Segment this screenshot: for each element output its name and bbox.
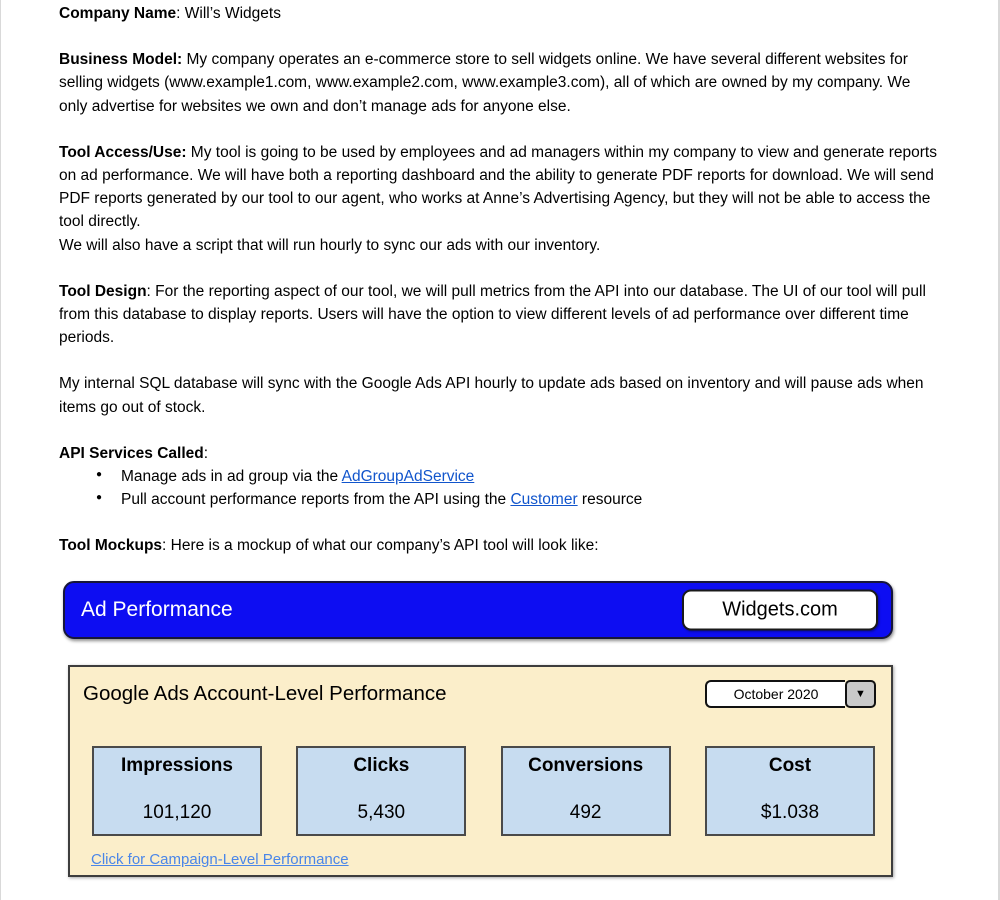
bullet-2-pre: Pull account performance reports from the API using the bbox=[121, 491, 511, 509]
tool-mockups-text: : Here is a mockup of what our company’s API tool will look like: bbox=[162, 537, 599, 555]
tool-mockups-label: Tool Mockups bbox=[59, 537, 163, 555]
bullet-icon: ● bbox=[96, 492, 103, 504]
metric-label: Impressions bbox=[121, 754, 233, 776]
panel-title: Google Ads Account-Level Performance bbox=[83, 681, 447, 705]
dropdown-arrow-button[interactable] bbox=[845, 680, 876, 708]
paragraph-tool-access bbox=[59, 141, 940, 257]
tool-design-text: : For the reporting aspect of our tool, we will pull metrics from the API into our database. The UI of our tool will pull from this database to display reports. Users will have the option to view different levels of ad performance over different time periods. bbox=[59, 282, 926, 347]
bullet-icon: ● bbox=[96, 469, 103, 481]
paragraph-api-services bbox=[59, 442, 940, 465]
api-services-colon: : bbox=[203, 444, 209, 462]
document-body bbox=[1, 0, 998, 877]
bullet-2-post: resource bbox=[577, 491, 643, 509]
account-performance-panel bbox=[68, 665, 893, 877]
metric-card-impressions bbox=[92, 746, 262, 836]
company-name-label: Company Name bbox=[59, 5, 177, 22]
paragraph-business-model bbox=[59, 48, 940, 118]
month-dropdown-value[interactable]: October 2020 bbox=[705, 680, 845, 708]
tool-access-text-line2: We will also have a script that will run hourly to sync our ads with our inventory. bbox=[59, 236, 601, 254]
metrics-row bbox=[92, 746, 875, 836]
tool-access-label: Tool Access/Use: bbox=[59, 143, 187, 161]
paragraph-tool-design bbox=[59, 280, 940, 350]
sql-sync-text: My internal SQL database will sync with the Google Ads API hourly to update ads based on inventory and will pause ads when items go out of stock. bbox=[59, 375, 924, 416]
mockup-title: Ad Performance bbox=[81, 597, 233, 621]
widgets-com-button[interactable]: Widgets.com bbox=[682, 589, 878, 630]
api-services-list bbox=[59, 465, 940, 511]
paragraph-tool-mockups bbox=[59, 534, 940, 557]
metric-value: $1.038 bbox=[760, 801, 820, 823]
api-services-label: API Services Called bbox=[59, 444, 204, 462]
metric-value: 492 bbox=[569, 801, 602, 823]
metric-card-conversions bbox=[501, 746, 671, 836]
metric-value: 5,430 bbox=[357, 801, 406, 823]
paragraph-company-name bbox=[59, 2, 940, 25]
metric-label: Clicks bbox=[353, 754, 410, 776]
adgroupadservice-link[interactable]: AdGroupAdService bbox=[341, 468, 475, 486]
list-item bbox=[59, 488, 940, 511]
business-model-label: Business Model: bbox=[59, 51, 183, 69]
metric-card-clicks bbox=[296, 746, 466, 836]
month-dropdown[interactable] bbox=[705, 680, 876, 708]
metric-label: Conversions bbox=[528, 754, 644, 776]
campaign-level-link[interactable]: Click for Campaign-Level Performance bbox=[91, 850, 349, 868]
tool-access-text: My tool is going to be used by employees and ad managers within my company to view and generate reports on ad performance. We will have both a reporting dashboard and the ability to generate PDF reports for download. We will send PDF reports generated by our tool to our agent, who works at Anne’s Advertising Agency, but they will not be able to access the tool directly. bbox=[59, 143, 937, 231]
company-name-value: : Will’s Widgets bbox=[176, 5, 281, 22]
tool-design-label: Tool Design bbox=[59, 282, 147, 300]
paragraph-sql-sync bbox=[59, 372, 940, 418]
customer-link[interactable]: Customer bbox=[510, 491, 578, 509]
chevron-down-icon: ▼ bbox=[855, 687, 866, 700]
mockup-header-bar bbox=[63, 581, 893, 639]
metric-card-cost bbox=[705, 746, 875, 836]
metric-label: Cost bbox=[768, 754, 812, 776]
business-model-text: My company operates an e-commerce store to sell widgets online. We have several different websites for selling widgets (www.example1.com, www.example2.com, www.example3.com), all of which are owned by my company. We only advertise for websites we own and don’t manage ads for anyone else. bbox=[59, 51, 911, 115]
metric-value: 101,120 bbox=[142, 801, 212, 823]
list-item bbox=[59, 465, 940, 488]
bullet-1-pre: Manage ads in ad group via the bbox=[121, 468, 342, 486]
